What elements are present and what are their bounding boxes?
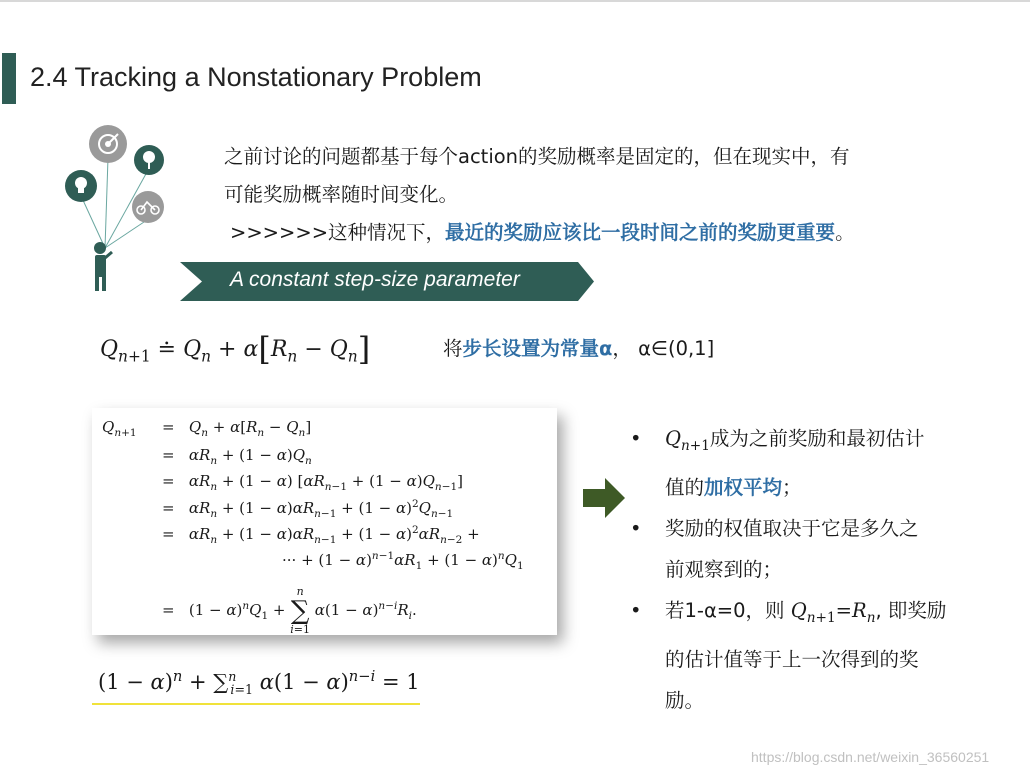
bullet-marker: • <box>630 598 642 622</box>
derivation-box <box>92 408 557 635</box>
intro-paragraph <box>224 138 964 252</box>
bullet-3-suffix: , 即奖励 <box>875 598 947 622</box>
bullet-2-line-1: 奖励的权值取决于它是多久之 <box>665 516 919 540</box>
bullet-3-math: $Q_{n+1}=R_n$ <box>790 598 876 626</box>
derivation-line-3: = $\alpha R_n + (1 - \alpha) [\alpha R_{n-1} + (1 - \alpha)Q_{n-1}]$ <box>162 472 464 493</box>
intro-line-2: 可能奖励概率随时间变化。 <box>224 183 459 206</box>
bicycle-icon <box>132 191 164 223</box>
banner-text: A constant step-size parameter <box>230 268 520 291</box>
derivation-line-1: = $Q_n + \alpha[R_n - Q_n]$ <box>162 418 312 439</box>
balloons-illustration <box>60 120 180 295</box>
target-icon <box>89 125 127 163</box>
watermark-url: https://blog.csdn.net/weixin_36560251 <box>751 749 990 765</box>
bullet-1-line2-suffix: ； <box>782 475 802 499</box>
lightbulb-icon <box>65 170 97 202</box>
bullet-1-line-2 <box>665 467 990 508</box>
intro-line-3 <box>224 214 964 252</box>
bullet-1-line2-prefix: 值的 <box>665 475 705 499</box>
person-icon <box>94 242 112 291</box>
bullet-2-line-2: 前观察到的； <box>665 557 783 581</box>
tree-icon <box>134 145 164 175</box>
derivation-line-7: = $(1 - \alpha)^nQ_1$ + n ∑ i=1 $\alpha(1 - \alpha)^{n-i}R_i$. <box>162 585 417 636</box>
bullet-3-line-2: 的估计值等于上一次得到的奖 <box>665 647 919 671</box>
bullet-1-math: $Q_{n+1}$ <box>665 427 710 454</box>
bullet-1-line-1 <box>665 418 990 467</box>
bullet-3-line-1 <box>665 590 990 639</box>
weights-sum-formula: $(1 - \alpha)^n + \sum^n_{i=1}$ $\alpha(1 - \alpha)^{n-i} = 1$ <box>92 660 420 705</box>
bullet-item-3 <box>630 590 990 721</box>
intro-line-3-prefix: >>>>>>这种情况下， <box>230 221 446 244</box>
derivation-line-2: = $\alpha R_n + (1 - \alpha)Q_n$ <box>162 446 312 467</box>
bullet-item-1 <box>630 418 990 508</box>
derivation-line-6: ··· + $(1 - \alpha)^{n-1}\alpha R_1 + (1 - \alpha)^nQ_1$ <box>282 550 524 572</box>
bullet-item-2 <box>630 508 990 590</box>
bullet-3-line-3: 励。 <box>665 688 705 712</box>
step-note-suffix: ， α∈(0,1] <box>612 337 715 360</box>
bullet-list <box>630 418 990 721</box>
slide-title: 2.4 Tracking a Nonstationary Problem <box>30 62 482 92</box>
derivation-line-5: = $\alpha R_n + (1 - \alpha)\alpha R_{n-1} + (1 - \alpha)^2\alpha R_{n-2}$ + <box>162 524 480 546</box>
arrow-right-icon <box>583 478 625 518</box>
intro-emphasis: 最近的奖励应该比一段时间之前的奖励更重要 <box>445 221 836 244</box>
step-size-note <box>443 333 714 361</box>
bullet-3-prefix: 若1-α=0，则 <box>665 598 785 622</box>
bullet-marker: • <box>630 427 642 450</box>
intro-line-1: 之前讨论的问题都基于每个action的奖励概率是固定的，但在现实中，有 <box>224 145 850 168</box>
step-note-emphasis: 步长设置为常量α <box>462 337 613 360</box>
step-note-prefix: 将 <box>443 337 463 360</box>
intro-line-3-suffix: 。 <box>835 221 855 244</box>
title-accent-bar <box>2 53 16 104</box>
derivation-lhs: $Q_{n+1}$ <box>102 418 137 439</box>
bullet-marker: • <box>630 516 642 540</box>
derivation-line-4: = $\alpha R_n + (1 - \alpha)\alpha R_{n-1} + (1 - \alpha)^2Q_{n-1}$ <box>162 498 454 520</box>
update-rule-formula: $Q_{n+1}$ ≐ $Q_n + \alpha[R_n - Q_n]$ <box>100 330 371 368</box>
top-rule <box>0 0 1030 2</box>
bullet-1-emphasis: 加权平均 <box>704 475 783 499</box>
bullet-1-text: 成为之前奖励和最初估计 <box>709 427 925 450</box>
